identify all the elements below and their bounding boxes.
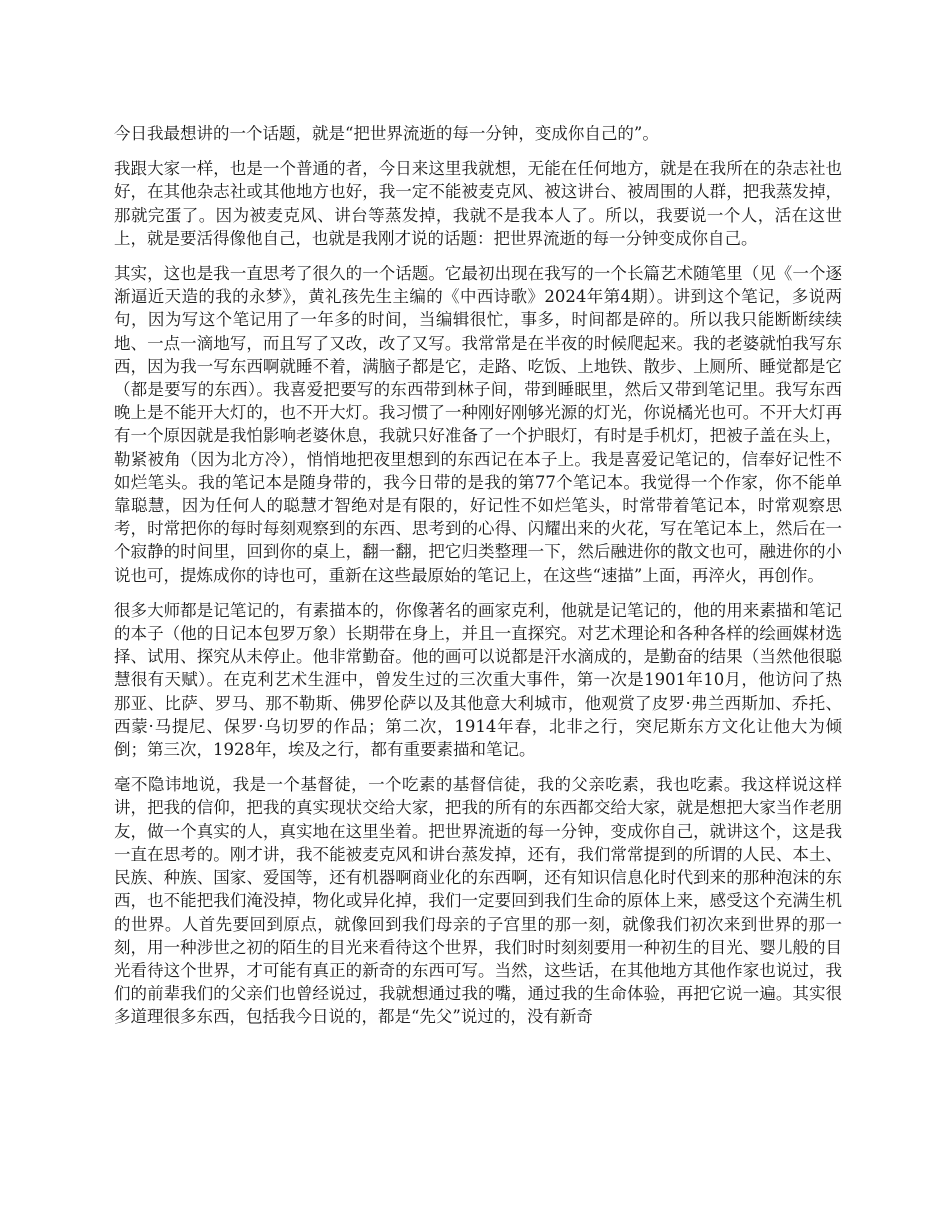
paragraph-2: 我跟大家一样，也是一个普通的者，今日来这里我就想，无能在任何地方，就是在我所在的杂志社也好，在其他杂志社或其他地方也好，我一定不能被麦克风、被这讲台、被周围的人群，把我蒸发掉，那就完蛋了。因为被麦克风、讲台等蒸发掉，我就不是我本人了。所以，我要说一个人，活在这世上，就是要活得像他自己，也就是我刚才说的话题：把世界流逝的每一分钟变成你自己。 bbox=[114, 159, 842, 248]
document-body bbox=[114, 122, 842, 1041]
paragraph-3: 其实，这也是我一直思考了很久的一个话题。它最初出现在我写的一个长篇艺术随笔里（见《一个逐渐逼近天造的我的永梦》，黄礼孩先生主编的《中西诗歌》2024年第4期）。讲到这个笔记，多说两句，因为写这个笔记用了一年多的时间，当编辑很忙，事多，时间都是碎的。所以我只能断断续续地、一点一滴地写，而且写了又改，改了又写。我常常是在半夜的时候爬起来。我的老婆就怕我写东西，因为我一写东西啊就睡不着，满脑子都是它，走路、吃饭、上地铁、散步、上厕所、睡觉都是它（都是要写的东西）。我喜爱把要写的东西带到林子间，带到睡眠里，然后又带到笔记里。我写东西晚上是不能开大灯的，也不开大灯。我习惯了一种刚好刚够光源的灯光，你说橘光也可。不开大灯再有一个原因就是我怕影响老婆休息，我就只好准备了一个护眼灯，有时是手机灯，把被子盖在头上，勒紧被角（因为北方冷），悄悄地把夜里想到的东西记在本子上。我是喜爱记笔记的，信奉好记性不如烂笔头。我的笔记本是随身带的，我今日带的是我的第77个笔记本。我觉得一个作家，你不能单靠聪慧，因为任何人的聪慧才智绝对是有限的，好记性不如烂笔头，时常带着笔记本，时常观察思考，时常把你的每时每刻观察到的东西、思考到的心得、闪耀出来的火花，写在笔记本上，然后在一个寂静的时间里，回到你的桌上，翻一翻，把它归类整理一下，然后融进你的散文也可，融进你的小说也可，提炼成你的诗也可，重新在这些最原始的笔记上，在这些“速描”上面，再淬火，再创作。 bbox=[114, 264, 842, 585]
paragraph-4: 很多大师都是记笔记的，有素描本的，你像著名的画家克利，他就是记笔记的，他的用来素描和笔记的本子（他的日记本包罗万象）长期带在身上，并且一直探究。对艺术理论和各种各样的绘画媒材选择、试用、探究从未停止。他非常勤奋。他的画可以说都是汗水滴成的，是勤奋的结果（当然他很聪慧很有天赋）。在克利艺术生涯中，曾发生过的三次重大事件，第一次是1901年10月，他访问了热那亚、比萨、罗马、那不勒斯、佛罗伦萨以及其他意大利城市，他观赏了皮罗·弗兰西斯加、乔托、西蒙·马提尼、保罗·乌切罗的作品；第二次，1914年春，北非之行，突尼斯东方文化让他大为倾倒；第三次，1928年，埃及之行，都有重要素描和笔记。 bbox=[114, 600, 842, 760]
paragraph-1: 今日我最想讲的一个话题，就是“把世界流逝的每一分钟，变成你自己的”。 bbox=[114, 124, 659, 143]
paragraph-5: 毫不隐讳地说，我是一个基督徒，一个吃素的基督信徒，我的父亲吃素，我也吃素。我这样说这样讲，把我的信仰，把我的真实现状交给大家，把我的所有的东西都交给大家，就是想把大家当作老朋友，做一个真实的人，真实地在这里坐着。把世界流逝的每一分钟，变成你自己，就讲这个，这是我一直在思考的。刚才讲，我不能被麦克风和讲台蒸发掉，还有，我们常常提到的所谓的人民、本土、民族、种族、国家、爱国等，还有机器啊商业化的东西啊，还有知识信息化时代到来的那种泡沫的东西，也不能把我们淹没掉，物化或异化掉，我们一定要回到我们生命的原体上来，感受这个充满生机的世界。人首先要回到原点，就像回到我们母亲的子宫里的那一刻，就像我们初次来到世界的那一刻，用一种涉世之初的陌生的目光来看待这个世界，我们时时刻刻要用一种初生的目光、婴儿般的目光看待这个世界，才可能有真正的新奇的东西可写。当然，这些话，在其他地方其他作家也说过，我们的前辈我们的父亲们也曾经说过，我就想通过我的嘴，通过我的生命体验，再把它说一遍。其实很多道理很多东西，包括我今日说的，都是“先父”说过的，没有新奇 bbox=[114, 775, 842, 1027]
